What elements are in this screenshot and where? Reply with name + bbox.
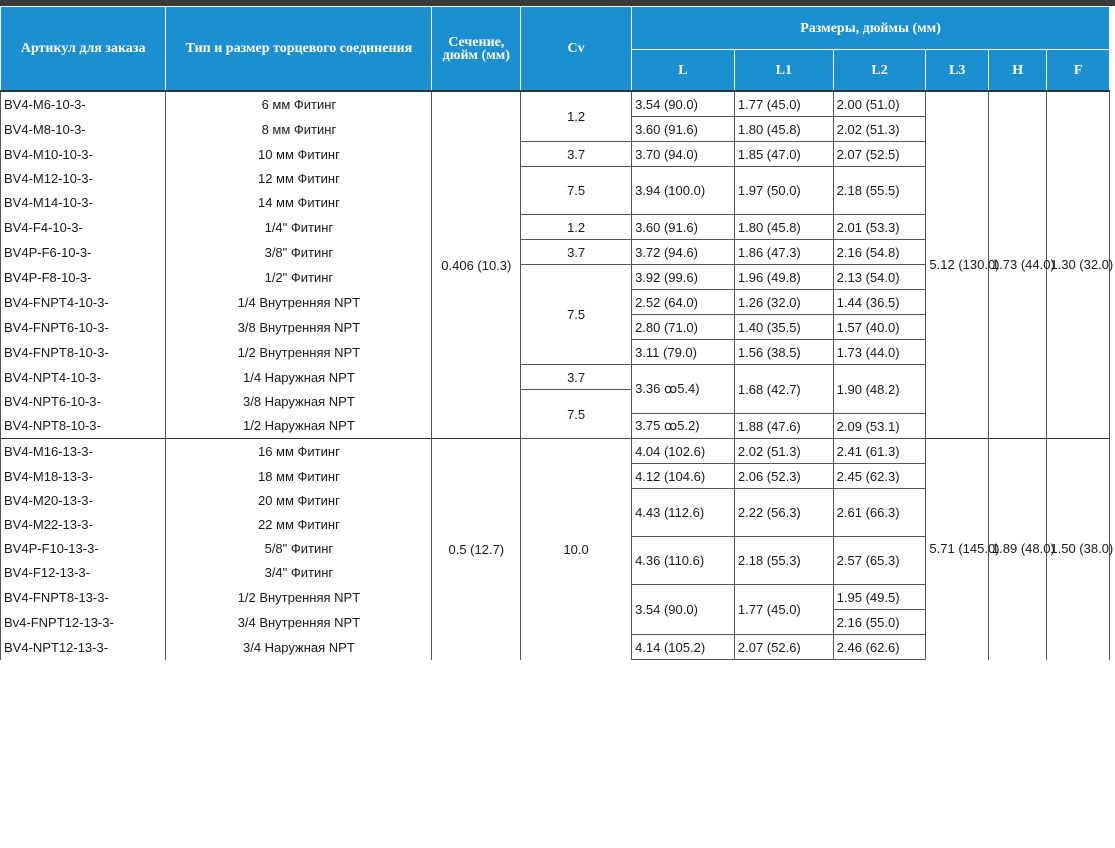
dim-L-cell: 2.80 (71.0): [632, 315, 735, 340]
connection-cell: 14 мм Фитинг: [166, 191, 432, 215]
dim-L1-cell: 1.86 (47.3): [734, 240, 833, 265]
article-cell: BV4-F12-13-3-: [1, 561, 166, 585]
connection-cell: 1/2 Наружная NPT: [166, 414, 432, 439]
article-cell: BV4-M18-13-3-: [1, 464, 166, 489]
connection-cell: 3/4 Внутренняя NPT: [166, 610, 432, 635]
article-cell: BV4-NPT4-10-3-: [1, 365, 166, 390]
header-connection: Тип и размер торцевого соединения: [166, 7, 432, 92]
table-row: [1, 91, 1110, 117]
connection-cell: 3/8 Наружная NPT: [166, 390, 432, 414]
H-value: 1.73 (44.0): [991, 257, 1055, 272]
dim-L-cell: 3.94 (100.0): [632, 167, 735, 215]
article-cell: BV4-M6-10-3-: [1, 91, 166, 117]
dim-L2-cell: 2.09 (53.1): [833, 414, 926, 439]
cv-cell: 7.5: [521, 167, 632, 215]
connection-cell: 10 мм Фитинг: [166, 142, 432, 167]
cv-cell: 3.7: [521, 142, 632, 167]
dim-L-cell: 3.70 (94.0): [632, 142, 735, 167]
connection-cell: 8 мм Фитинг: [166, 117, 432, 142]
article-cell: Bv4-FNPT12-13-3-: [1, 610, 166, 635]
header-L1: L1: [734, 50, 833, 92]
article-cell: BV4P-F10-13-3-: [1, 537, 166, 561]
dim-L1-cell: 1.80 (45.8): [734, 117, 833, 142]
dim-L1-cell: 1.88 (47.6): [734, 414, 833, 439]
article-cell: BV4-NPT12-13-3-: [1, 635, 166, 660]
cv-cell: 3.7: [521, 365, 632, 390]
dim-L-cell: 3.11 (79.0): [632, 340, 735, 365]
dim-L1-cell: 1.85 (47.0): [734, 142, 833, 167]
article-cell: BV4-M14-10-3-: [1, 191, 166, 215]
dim-L-cell: 3.36 ꝏ5.4): [632, 365, 735, 414]
article-cell: BV4-F4-10-3-: [1, 215, 166, 240]
dim-L1-cell: 1.77 (45.0): [734, 91, 833, 117]
cv-cell: 3.7: [521, 240, 632, 265]
article-cell: BV4-M12-10-3-: [1, 167, 166, 191]
connection-cell: 1/4" Фитинг: [166, 215, 432, 240]
dim-L2-cell: 1.90 (48.2): [833, 365, 926, 414]
connection-cell: 5/8" Фитинг: [166, 537, 432, 561]
dim-L1-cell: 1.96 (49.8): [734, 265, 833, 290]
cv-cell: 1.2: [521, 215, 632, 240]
article-cell: BV4-FNPT8-10-3-: [1, 340, 166, 365]
connection-cell: 3/4" Фитинг: [166, 561, 432, 585]
dim-L1-cell: 1.80 (45.8): [734, 215, 833, 240]
article-cell: BV4-NPT6-10-3-: [1, 390, 166, 414]
dim-L-cell: 3.60 (91.6): [632, 117, 735, 142]
dim-L2-cell: 2.07 (52.5): [833, 142, 926, 167]
L3-value: 5.71 (145.0): [929, 541, 1000, 557]
dim-L2-cell: 2.41 (61.3): [833, 439, 926, 464]
H-value: 1.89 (48.0): [991, 541, 1055, 557]
dim-L1-cell: 1.97 (50.0): [734, 167, 833, 215]
dim-L2-cell: 2.02 (51.3): [833, 117, 926, 142]
article-cell: BV4P-F8-10-3-: [1, 265, 166, 290]
dim-L1-cell: 1.68 (42.7): [734, 365, 833, 414]
article-cell: BV4-M10-10-3-: [1, 142, 166, 167]
dim-L-cell: 3.92 (99.6): [632, 265, 735, 290]
cv-cell: 7.5: [521, 265, 632, 365]
dim-L2-cell: 2.13 (54.0): [833, 265, 926, 290]
dim-L1-cell: 1.40 (35.5): [734, 315, 833, 340]
article-cell: BV4-FNPT6-10-3-: [1, 315, 166, 340]
connection-cell: 1/2 Внутренняя NPT: [166, 585, 432, 610]
header-section: Сечение, дюйм (мм): [432, 7, 521, 92]
cv-cell: 7.5: [521, 390, 632, 439]
dim-L2-cell: 2.61 (66.3): [833, 489, 926, 537]
F-value: 1.30 (32.0): [1050, 257, 1114, 272]
dim-L2-cell: 1.73 (44.0): [833, 340, 926, 365]
table-row: [1, 439, 1110, 464]
dim-L1-cell: 2.02 (51.3): [734, 439, 833, 464]
connection-cell: 1/2" Фитинг: [166, 265, 432, 290]
dim-L1-cell: 1.26 (32.0): [734, 290, 833, 315]
dim-L1-cell: 1.77 (45.0): [734, 585, 833, 635]
dim-L2-cell: 1.57 (40.0): [833, 315, 926, 340]
dim-F-cell: [1047, 91, 1114, 439]
connection-cell: 3/8 Внутренняя NPT: [166, 315, 432, 340]
dim-L-cell: 2.52 (64.0): [632, 290, 735, 315]
specification-table: [0, 6, 1114, 660]
header-cv: Cv: [521, 7, 632, 92]
header-L3: L3: [926, 50, 989, 92]
dim-L2-cell: 2.45 (62.3): [833, 464, 926, 489]
connection-cell: 16 мм Фитинг: [166, 439, 432, 464]
dim-L1-cell: 2.22 (56.3): [734, 489, 833, 537]
dim-L1-cell: 1.56 (38.5): [734, 340, 833, 365]
header-L: L: [632, 50, 735, 92]
connection-cell: 1/4 Наружная NPT: [166, 365, 432, 390]
header-F: F: [1047, 50, 1110, 92]
dim-L1-cell: 2.18 (55.3): [734, 537, 833, 585]
L3-value: 5.12 (130.0): [929, 257, 1000, 272]
dim-H-cell: [988, 439, 1055, 660]
connection-cell: 1/4 Внутренняя NPT: [166, 290, 432, 315]
dim-L2-cell: 1.95 (49.5): [833, 585, 926, 610]
article-cell: BV4-M22-13-3-: [1, 513, 166, 537]
dim-L-cell: 4.04 (102.6): [632, 439, 735, 464]
dim-H-cell: [988, 91, 1055, 439]
dim-L2-cell: 2.18 (55.5): [833, 167, 926, 215]
dim-L1-cell: 2.07 (52.6): [734, 635, 833, 660]
article-cell: BV4-M8-10-3-: [1, 117, 166, 142]
connection-cell: 1/2 Внутренняя NPT: [166, 340, 432, 365]
article-cell: BV4-M20-13-3-: [1, 489, 166, 513]
dim-L-cell: 3.72 (94.6): [632, 240, 735, 265]
dim-L-cell: 4.12 (104.6): [632, 464, 735, 489]
cv-cell: 10.0: [521, 439, 632, 660]
dim-L2-cell: 2.46 (62.6): [833, 635, 926, 660]
dim-L3-cell: [926, 91, 1000, 439]
connection-cell: 12 мм Фитинг: [166, 167, 432, 191]
dim-L1-cell: 2.06 (52.3): [734, 464, 833, 489]
connection-cell: 18 мм Фитинг: [166, 464, 432, 489]
dim-L2-cell: 1.44 (36.5): [833, 290, 926, 315]
article-cell: BV4-FNPT4-10-3-: [1, 290, 166, 315]
dim-L-cell: 3.75 ꝏ5.2): [632, 414, 735, 439]
dim-L2-cell: 2.01 (53.3): [833, 215, 926, 240]
dim-L-cell: 3.54 (90.0): [632, 585, 735, 635]
connection-cell: 3/4 Наружная NPT: [166, 635, 432, 660]
dim-L-cell: 4.43 (112.6): [632, 489, 735, 537]
dim-L-cell: 3.54 (90.0): [632, 91, 735, 117]
dim-L2-cell: 2.57 (65.3): [833, 537, 926, 585]
section-cell: 0.406 (10.3): [432, 91, 521, 439]
dim-L2-cell: 2.00 (51.0): [833, 91, 926, 117]
connection-cell: 22 мм Фитинг: [166, 513, 432, 537]
dim-F-cell: [1047, 439, 1114, 660]
dim-L2-cell: 2.16 (54.8): [833, 240, 926, 265]
article-cell: BV4P-F6-10-3-: [1, 240, 166, 265]
header-dimensions: Размеры, дюймы (мм): [632, 7, 1110, 50]
dim-L2-cell: 2.16 (55.0): [833, 610, 926, 635]
article-cell: BV4-FNPT8-13-3-: [1, 585, 166, 610]
article-cell: BV4-M16-13-3-: [1, 439, 166, 464]
header-H: H: [988, 50, 1046, 92]
header-L2: L2: [833, 50, 926, 92]
dim-L3-cell: [926, 439, 1000, 660]
cv-cell: 1.2: [521, 91, 632, 142]
F-value: 1.50 (38.0): [1050, 541, 1114, 557]
dim-L-cell: 3.60 (91.6): [632, 215, 735, 240]
dim-L-cell: 4.36 (110.6): [632, 537, 735, 585]
connection-cell: 3/8" Фитинг: [166, 240, 432, 265]
section-cell: 0.5 (12.7): [432, 439, 521, 660]
header-article: Артикул для заказа: [1, 7, 166, 92]
article-cell: BV4-NPT8-10-3-: [1, 414, 166, 439]
connection-cell: 6 мм Фитинг: [166, 91, 432, 117]
connection-cell: 20 мм Фитинг: [166, 489, 432, 513]
dim-L-cell: 4.14 (105.2): [632, 635, 735, 660]
